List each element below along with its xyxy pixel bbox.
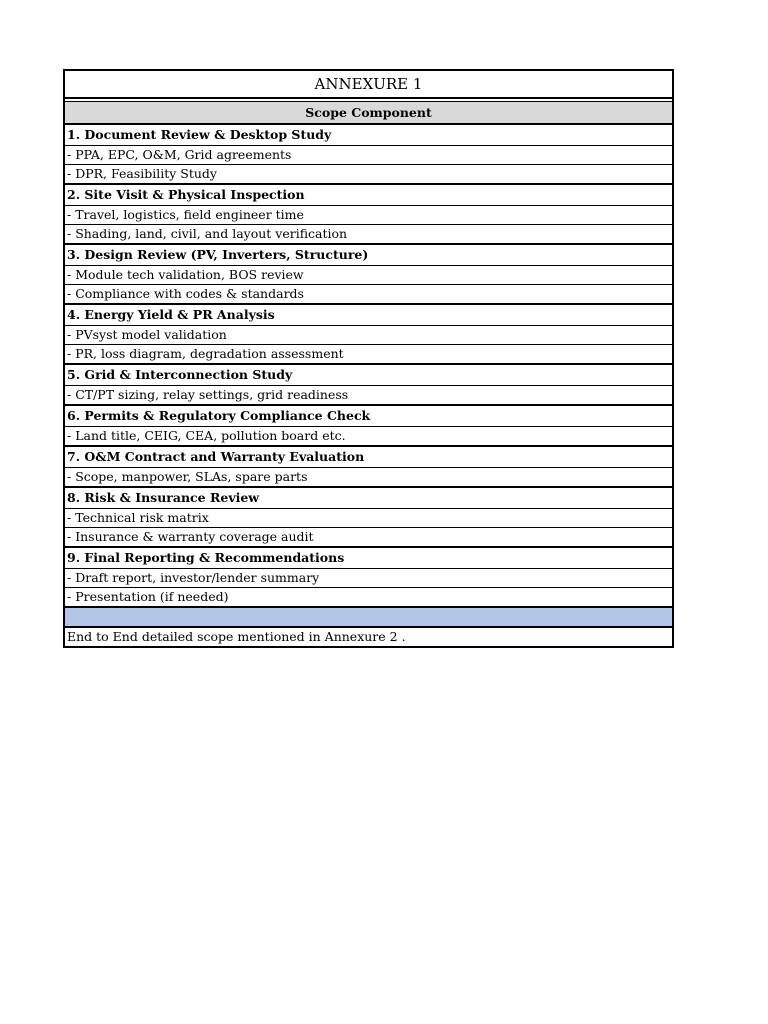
section-item: - PPA, EPC, O&M, Grid agreements xyxy=(65,146,672,165)
scope-section xyxy=(65,125,672,185)
scope-section xyxy=(65,488,672,548)
section-item: - PR, loss diagram, degradation assessment xyxy=(67,346,344,361)
section-item: - DPR, Feasibility Study xyxy=(67,166,217,181)
annexure-table xyxy=(63,69,674,648)
section-heading: 8. Risk & Insurance Review xyxy=(65,488,672,509)
section-item: - Draft report, investor/lender summary xyxy=(65,569,672,588)
scope-section xyxy=(65,365,672,406)
scope-section xyxy=(65,245,672,305)
section-heading: 2. Site Visit & Physical Inspection xyxy=(65,185,672,206)
section-heading: 9. Final Reporting & Recommendations xyxy=(65,548,672,569)
footer-note: End to End detailed scope mentioned in Annexure 2 . xyxy=(67,629,406,644)
column-header-scope-component: Scope Component xyxy=(65,101,672,125)
scope-section xyxy=(65,406,672,447)
section-heading: 3. Design Review (PV, Inverters, Structure) xyxy=(65,245,672,266)
section-item: - Insurance & warranty coverage audit xyxy=(67,529,314,544)
section-heading: 6. Permits & Regulatory Compliance Check xyxy=(65,406,672,427)
section-heading: 4. Energy Yield & PR Analysis xyxy=(65,305,672,326)
scope-section xyxy=(65,305,672,365)
section-item: - Land title, CEIG, CEA, pollution board etc. xyxy=(67,428,346,443)
section-item: - Compliance with codes & standards xyxy=(67,286,304,301)
highlight-row xyxy=(65,608,672,628)
section-heading: 1. Document Review & Desktop Study xyxy=(65,125,672,146)
section-item: - Scope, manpower, SLAs, spare parts xyxy=(67,469,308,484)
sections-container xyxy=(65,125,672,608)
section-item: - CT/PT sizing, relay settings, grid readiness xyxy=(67,387,349,402)
table-title: ANNEXURE 1 xyxy=(65,71,672,99)
section-item: - PVsyst model validation xyxy=(65,326,672,345)
scope-section xyxy=(65,548,672,608)
section-item: - Presentation (if needed) xyxy=(67,589,229,604)
section-item: - Travel, logistics, field engineer time xyxy=(65,206,672,225)
scope-section xyxy=(65,185,672,245)
section-item: - Shading, land, civil, and layout verification xyxy=(67,226,348,241)
section-heading: 7. O&M Contract and Warranty Evaluation xyxy=(65,447,672,468)
section-item: - Technical risk matrix xyxy=(65,509,672,528)
scope-section xyxy=(65,447,672,488)
section-item: - Module tech validation, BOS review xyxy=(65,266,672,285)
section-heading: 5. Grid & Interconnection Study xyxy=(65,365,672,386)
